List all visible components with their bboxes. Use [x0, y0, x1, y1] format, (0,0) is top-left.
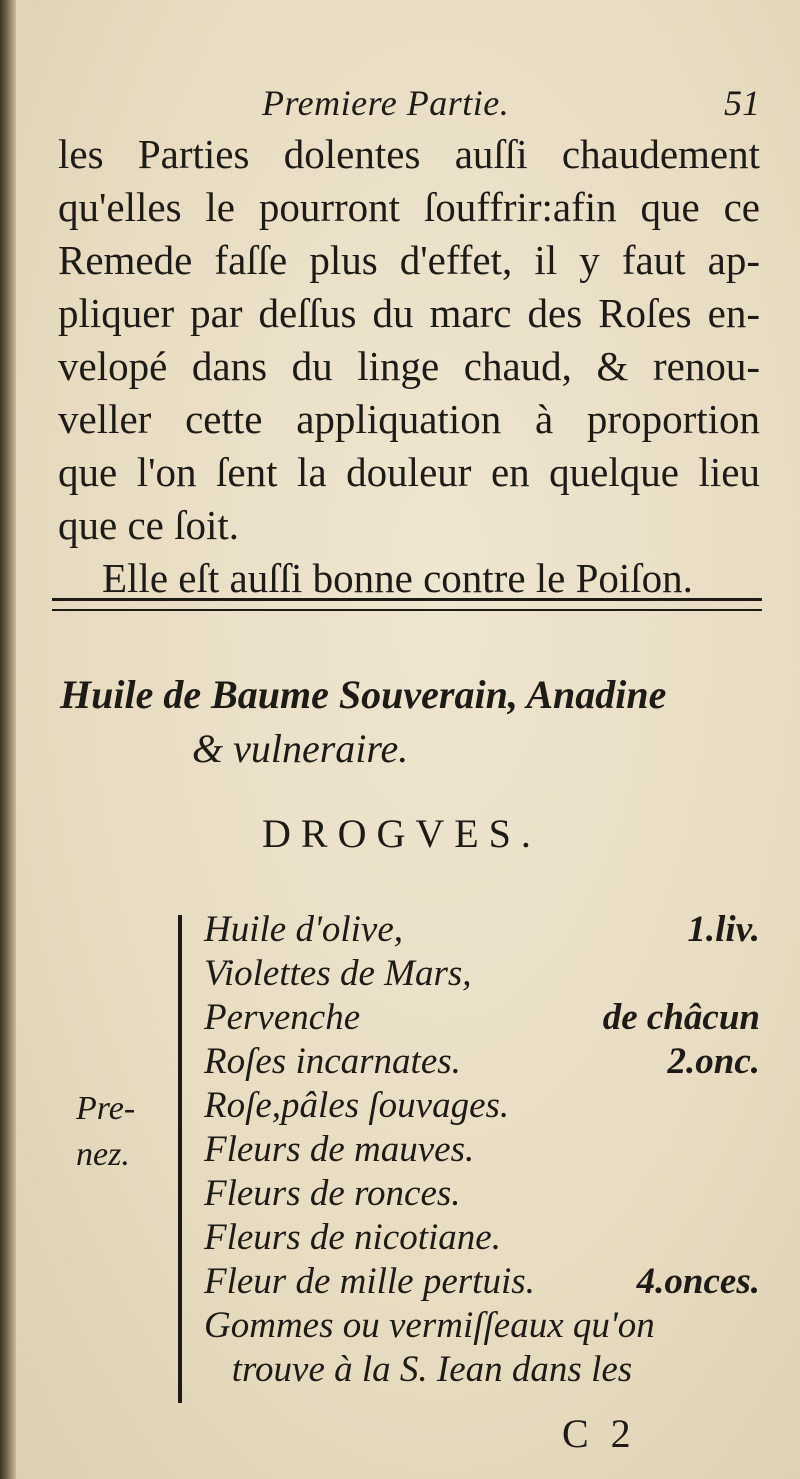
ingredient-name: Roſes incarnates.: [204, 1041, 461, 1082]
ingredient-quantity: 1.liv.: [687, 909, 760, 950]
section-heading-line-2: & vulneraire.: [192, 726, 409, 771]
side-note-line-2: nez.: [76, 1136, 130, 1173]
running-head: [0, 82, 800, 126]
text-line: veller cette appliquation à proportion: [58, 396, 760, 442]
ingredient-row: [204, 1304, 760, 1348]
text-line: que ce ſoit.: [58, 502, 240, 548]
page-number: 51: [724, 83, 760, 123]
side-note-prenez: [76, 1086, 135, 1178]
section-heading-line-1: Huile de Baume Souverain, Anadine: [60, 672, 667, 717]
ingredient-name: Violettes de Mars,: [204, 953, 472, 994]
side-note-line-1: Pre-: [76, 1090, 136, 1127]
drugs-subheading: DROGVES.: [262, 811, 541, 856]
ingredient-name: Fleurs de ronces.: [204, 1173, 461, 1214]
ingredient-quantity: 2.onc.: [667, 1041, 760, 1082]
ingredient-row: [204, 1084, 760, 1128]
ingredient-name: Huile d'olive,: [204, 909, 404, 950]
ingredient-brace: [178, 915, 182, 1403]
ingredient-row: [204, 908, 760, 952]
book-spine-shadow: [0, 0, 16, 1479]
text-line: Remede faſſe plus d'effet, il y faut ap-: [58, 237, 760, 283]
section-heading: [60, 668, 760, 776]
ingredient-name: Fleurs de mauves.: [204, 1129, 475, 1170]
ingredient-name: Fleurs de nicotiane.: [204, 1217, 501, 1258]
ingredient-name: Pervenche: [204, 997, 361, 1038]
text-line: Elle eſt auſſi bonne contre le Poiſon.: [102, 555, 693, 601]
text-line: qu'elles le pourront ſouffrir:afin que ce: [58, 184, 760, 230]
ingredient-row: [204, 1348, 760, 1392]
text-line: que l'on ſent la douleur en quelque lieu: [58, 449, 760, 495]
ingredient-row: [204, 1260, 760, 1304]
ingredient-row: [204, 1040, 760, 1084]
ingredient-row: [204, 952, 760, 996]
ingredient-list: [204, 908, 760, 1392]
ingredient-name: Fleur de mille pertuis.: [204, 1261, 535, 1302]
ingredient-row: [204, 1172, 760, 1216]
running-head-title: Premiere Partie.: [262, 83, 510, 123]
ingredient-quantity: de châcun: [602, 997, 760, 1038]
text-line: pliquer par deſſus du marc des Roſes en-: [58, 290, 760, 336]
signature-mark: C 2: [562, 1411, 637, 1456]
ingredient-row: [204, 996, 760, 1040]
ingredient-quantity: 4.onces.: [636, 1261, 760, 1302]
ingredient-row: [204, 1216, 760, 1260]
ingredient-name: Gommes ou vermiſſeaux qu'on: [204, 1305, 655, 1346]
section-divider-rule: [52, 598, 762, 611]
ingredient-name: Roſe,pâles ſouvages.: [204, 1085, 510, 1126]
text-line: les Parties dolentes auſſi chaudement: [58, 131, 760, 177]
body-paragraph: [58, 128, 760, 605]
ingredient-row: [204, 1128, 760, 1172]
text-line: velopé dans du linge chaud, & renou-: [58, 343, 760, 389]
ingredient-name: trouve à la S. Iean dans les: [204, 1349, 633, 1390]
